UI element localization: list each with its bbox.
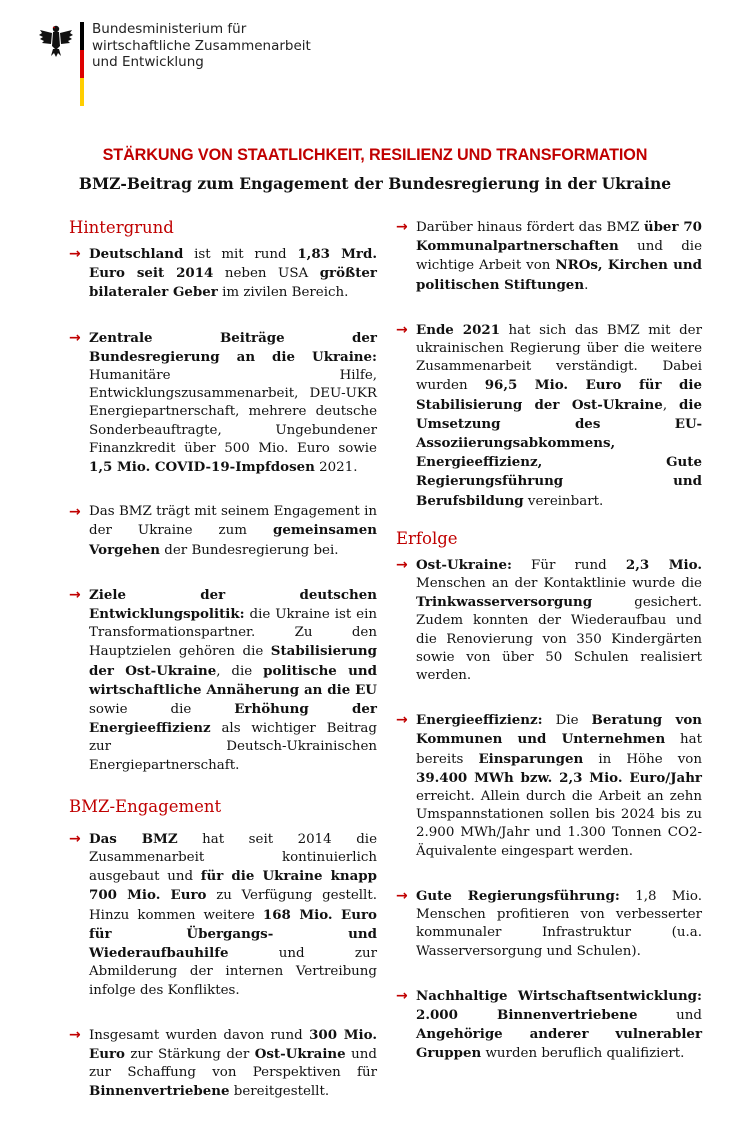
text-run: Menschen an der Kontaktlinie wurde die (416, 576, 702, 592)
bold-text-run: Angehörige anderer vulnerabler Gruppen (416, 1026, 702, 1062)
text-run: in Höhe von (583, 751, 702, 767)
document-title: STÄRKUNG VON STAATLICHKEIT, RESILIENZ UND TRANSFORMATION (102, 146, 648, 164)
left-column (69, 218, 377, 1128)
text-run: erreicht. Allein durch die Arbeit an zehn Umspannstationen sollen bis 2024 bis zu 2.900 MWh/Jahr und 1.300 Tonnen CO2-Äquivalente eingespart werden. (416, 789, 702, 859)
flag-black (80, 22, 84, 50)
text-run: hat sich das BMZ mit der ukrainischen Regierung über die weitere Zusammenarbeit verständigt. Dabei wurden (416, 322, 702, 394)
bold-text-run: Das BMZ (89, 830, 178, 847)
paragraph-text (416, 889, 702, 959)
arrow-right-icon: → (69, 586, 81, 603)
paragraph (396, 556, 702, 685)
paragraph (396, 218, 702, 295)
document-subtitle: BMZ-Beitrag zum Engagement der Bundesregierung in der Ukraine (78, 174, 672, 193)
arrow-right-icon: → (396, 321, 408, 338)
text-run: Für rund (511, 557, 626, 573)
text-run: im zivilen Bereich. (217, 285, 349, 301)
bold-text-run: die Umsetzung des EU-Assoziierungsabkommens, Energieeffizienz, Gute Regierungsführung und Berufsbildung (416, 396, 702, 509)
paragraph-text (89, 588, 377, 773)
ministry-line: und Entwicklung (92, 54, 204, 70)
arrow-right-icon: → (69, 1026, 81, 1043)
text-run: gesichert. Zudem konnten der Wiederaufbau und die Renovierung von 350 Kindergärten sowie von über 50 Schulen realisiert werden. (416, 595, 702, 684)
right-column (396, 218, 702, 1090)
text-run: 2021. (314, 460, 358, 476)
text-run: hat seit 2014 die Zusammenarbeit kontinuierlich ausgebaut und (89, 831, 377, 885)
paragraph (396, 887, 702, 961)
flag-red (80, 50, 84, 78)
bold-text-run: 96,5 Mio. Euro für die Stabilisierung der Ost-Ukraine (416, 377, 702, 413)
arrow-right-icon: → (69, 329, 81, 346)
paragraph-text (89, 1028, 377, 1100)
paragraph (396, 711, 702, 861)
paragraph (69, 329, 377, 478)
bold-text-run: Binnenvertriebene (89, 1083, 230, 1100)
paragraph-text (89, 504, 377, 557)
text-run: Humanitäre Hilfe, Entwicklungszusammenarbeit, DEU-UKR Energiepartnerschaft, mehrere deutsche Sonderbeauftragte, Ungebundener Finanzkredit über 500 Mio. Euro sowie (89, 368, 377, 456)
text-run: und zur Schaffung von Perspektiven für (89, 1046, 377, 1081)
text-run: hat bereits (416, 732, 703, 767)
section-heading-hintergrund: Hintergrund (69, 218, 174, 237)
bold-text-run: 1,5 Mio. COVID-19-Impfdosen (89, 459, 315, 476)
bold-text-run: Ziele der deutschen Entwicklungspolitik: (89, 586, 377, 623)
text-run: und (637, 1007, 702, 1023)
text-run: zur Stärkung der (124, 1046, 255, 1062)
text-run: Die (542, 713, 592, 729)
bold-text-run: NROs, Kirchen und politischen Stiftungen (416, 257, 703, 293)
bold-text-run: über 70 Kommunalpartnerschaften (416, 219, 702, 255)
bold-text-run: 2.000 Binnenvertriebene (416, 1006, 638, 1023)
section-heading-bmz-engagement: BMZ-Engagement (69, 796, 222, 816)
text-run: 1,8 Mio. Menschen profitieren von verbesserter kommunaler Infrastruktur (u.a. Wasserversorgung und Schulen). (416, 888, 702, 959)
paragraph (69, 586, 377, 775)
text-run: . (584, 277, 589, 293)
bold-text-run: 2,3 Mio. (625, 556, 702, 573)
text-run: bereitgestellt. (229, 1084, 330, 1100)
bold-text-run: für die Ukraine knapp 700 Mio. Euro (89, 868, 378, 904)
bold-text-run: Einsparungen (478, 750, 584, 767)
bold-text-run: Gute Regierungsführung: (416, 887, 620, 904)
flag-gold (80, 78, 84, 106)
text-run: neben USA (213, 266, 320, 282)
ministry-line: wirtschaftliche Zusammenarbeit (92, 37, 311, 54)
text-run: und die wichtige Arbeit von (416, 239, 702, 274)
arrow-right-icon: → (69, 246, 81, 262)
paragraph-text (416, 989, 702, 1062)
ministry-line: Bundesministerium für (92, 21, 247, 37)
paragraph (69, 830, 377, 1000)
paragraph-text (416, 558, 702, 683)
arrow-right-icon: → (396, 556, 408, 573)
bold-text-run: 1,83 Mrd. Euro seit 2014 (89, 246, 377, 282)
text-run: ist mit rund (183, 247, 298, 262)
section-heading-erfolge: Erfolge (396, 528, 458, 548)
bold-text-run: Trinkwasserversorgung (416, 594, 593, 611)
paragraph (69, 245, 377, 303)
text-run: wurden beruflich qualifiziert. (481, 1046, 685, 1062)
text-run: Insgesamt wurden davon rund (89, 1027, 310, 1043)
bold-text-run: Deutschland (89, 246, 184, 262)
federal-flag-stripe (80, 22, 84, 106)
arrow-right-icon: → (69, 830, 81, 847)
paragraph-text (416, 220, 702, 293)
bold-text-run: 300 Mio. Euro (89, 1026, 377, 1062)
arrow-right-icon: → (69, 504, 81, 521)
bold-text-run: größter bilateraler Geber (89, 265, 377, 301)
text-run: vereinbart. (523, 493, 604, 509)
text-run: als wichtiger Beitrag zur Deutsch-Ukrainischen Energiepartnerschaft. (89, 721, 377, 773)
paragraph-text (416, 713, 702, 858)
text-run: zu Verfügung gestellt. Hinzu kommen weitere (89, 888, 377, 923)
paragraph-text (89, 247, 377, 300)
bold-text-run: politische und wirtschaftliche Annäherung an die EU (89, 662, 377, 698)
text-run: , die (216, 663, 264, 679)
bold-text-run: Stabilisierung der Ost-Ukraine (89, 643, 377, 679)
bold-text-run: Ost-Ukraine: (416, 556, 512, 573)
bold-text-run: Energieeffizienz: (416, 712, 543, 729)
paragraph (69, 503, 377, 560)
paragraph-text (416, 323, 702, 509)
arrow-right-icon: → (396, 987, 408, 1004)
arrow-right-icon: → (396, 219, 408, 235)
arrow-right-icon: → (396, 712, 408, 729)
ministry-name (92, 21, 311, 71)
text-run: Darüber hinaus fördert das BMZ (416, 220, 644, 235)
bold-text-run: Beratung von Kommunen und Unternehmen (416, 712, 702, 748)
paragraph (69, 1026, 377, 1102)
text-run: und zur Abmilderung der internen Vertreibung infolge des Konfliktes. (89, 946, 377, 998)
text-run: Das BMZ trägt mit seinem Engagement in der Ukraine zum (89, 504, 377, 539)
bold-text-run: 39.400 MWh bzw. 2,3 Mio. Euro/Jahr (416, 769, 702, 786)
text-run: die Ukraine ist ein Transformationspartner. Zu den Hauptzielen gehören die (89, 607, 377, 660)
bold-text-run: Zentrale Beiträge der Bundesregierung an die Ukraine: (89, 329, 377, 365)
text-run: sowie die (89, 702, 235, 718)
paragraph (396, 321, 702, 511)
federal-eagle-icon (38, 24, 74, 58)
paragraph-text (89, 832, 377, 998)
text-run: , (662, 397, 680, 413)
bold-text-run: 168 Mio. Euro für Übergangs- und Wiederaufbauhilfe (89, 906, 377, 962)
bold-text-run: Erhöhung der Energieeffizienz (89, 701, 377, 737)
paragraph (396, 987, 702, 1064)
arrow-right-icon: → (396, 887, 408, 904)
bold-text-run: Ende 2021 (416, 321, 501, 338)
text-run: der Bundesregierung bei. (160, 542, 339, 558)
bold-text-run: Nachhaltige Wirtschaftsentwicklung: (416, 987, 702, 1004)
bold-text-run: gemeinsamen Vorgehen (89, 522, 377, 558)
paragraph-text (89, 331, 377, 475)
bold-text-run: Ost-Ukraine (254, 1045, 346, 1062)
